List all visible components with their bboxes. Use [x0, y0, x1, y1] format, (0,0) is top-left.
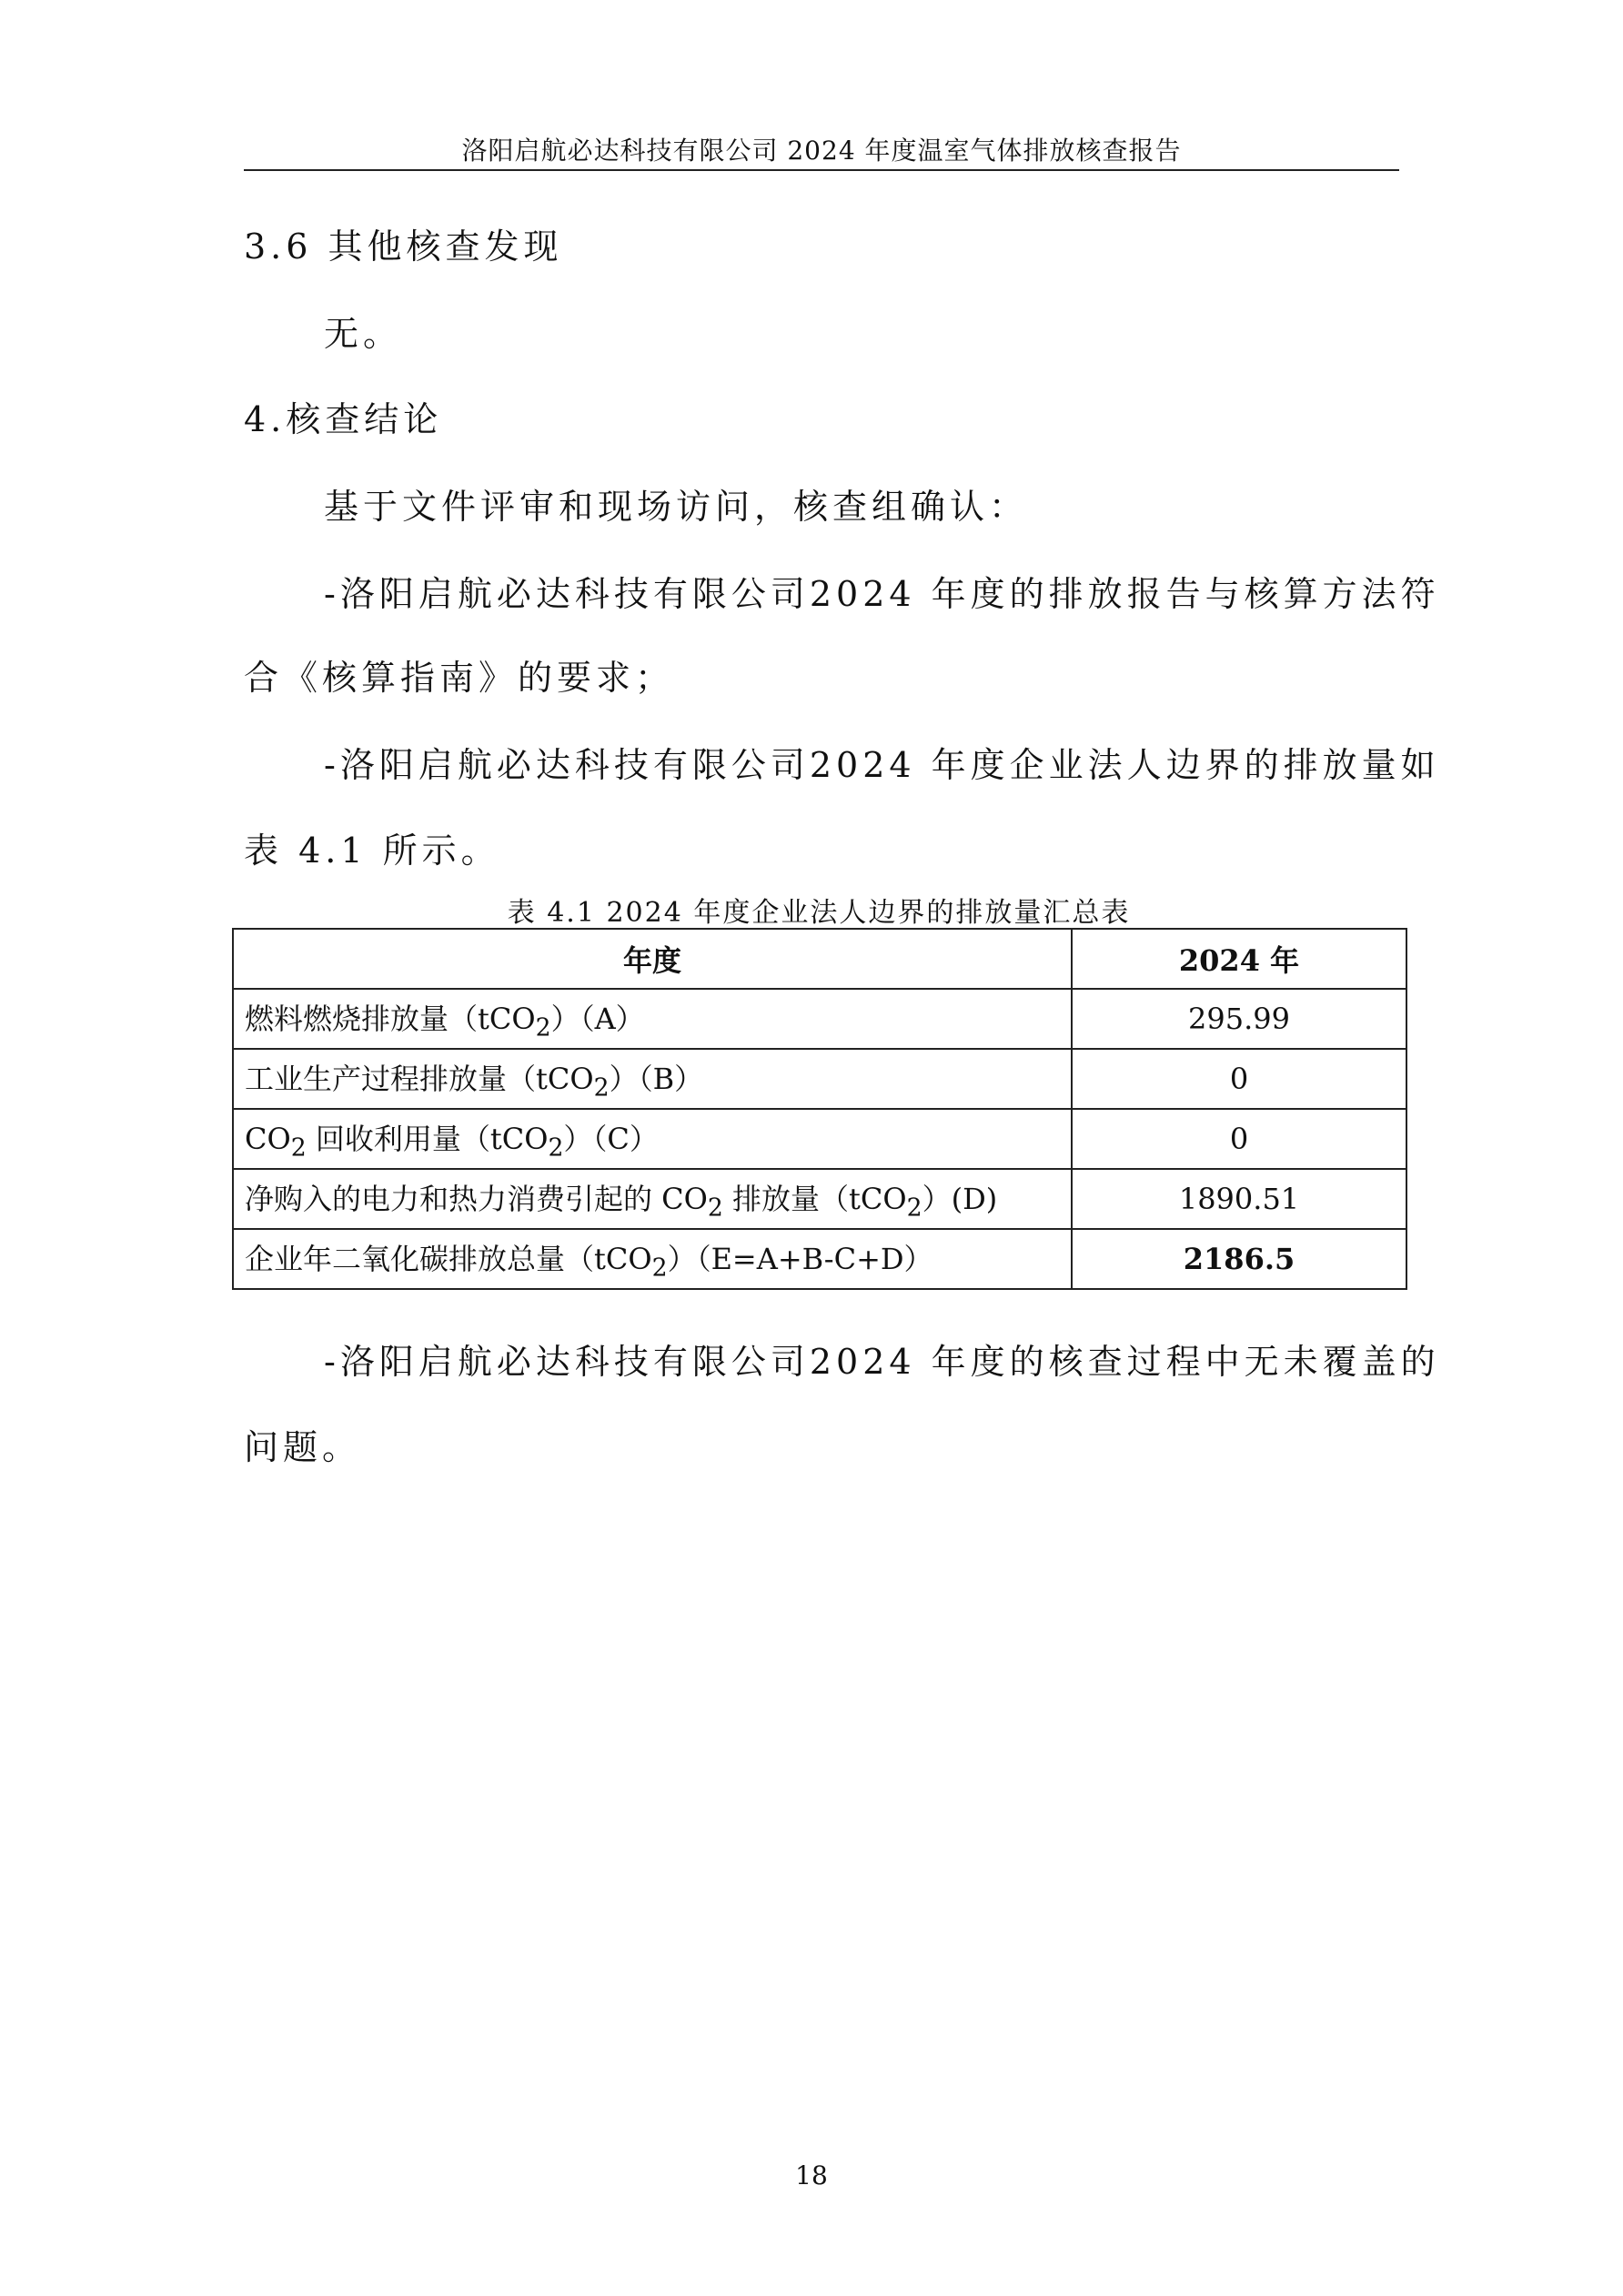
table-row-total — [233, 1229, 1406, 1289]
table-caption: 表 4.1 2024 年度企业法人边界的排放量汇总表 — [507, 897, 1131, 929]
table-header-row — [233, 929, 1406, 989]
conclusion-bullet-2-cont: 表 4.1 所示。 — [244, 831, 500, 871]
emission-summary-table — [232, 928, 1407, 1290]
row-label: $CO_2$ 回收利用量（tCO$_2$）（C） — [233, 1109, 1072, 1169]
row-value: 0 — [1072, 1049, 1406, 1109]
conclusion-bullet-1: -洛阳启航必达科技有限公司2024 年度的排放报告与核算方法符 — [324, 574, 1440, 614]
running-header: 洛阳启航必达科技有限公司 2024 年度温室气体排放核查报告 — [461, 136, 1182, 166]
conclusion-intro: 基于文件评审和现场访问，核查组确认： — [324, 487, 1029, 527]
table-row — [233, 1109, 1406, 1169]
table-row — [233, 1169, 1406, 1229]
table-row — [233, 989, 1406, 1049]
row-value: 295.99 — [1072, 989, 1406, 1049]
row-label: 工业生产过程排放量（tCO$_2$）（B） — [233, 1049, 1072, 1109]
row-label: 企业年二氧化碳排放总量（tCO$_2$）（E=A+B-C+D） — [233, 1229, 1072, 1289]
conclusion-bullet-3-cont: 问题。 — [244, 1427, 362, 1467]
conclusion-bullet-1-cont: 合《核算指南》的要求； — [244, 658, 675, 698]
section-heading-3-6: 3.6 其他核查发现 — [244, 227, 563, 267]
section-3-6-body: 无。 — [324, 314, 403, 354]
page-number: 18 — [795, 2160, 828, 2190]
row-label: 净购入的电力和热力消费引起的 $CO_2$ 排放量（tCO$_2$）(D) — [233, 1169, 1072, 1229]
row-value: 1890.51 — [1072, 1169, 1406, 1229]
header-rule — [244, 169, 1399, 171]
header-year-label: 年度 — [233, 929, 1072, 989]
row-value-total: 2186.5 — [1072, 1229, 1406, 1289]
table-row — [233, 1049, 1406, 1109]
conclusion-bullet-2: -洛阳启航必达科技有限公司2024 年度企业法人边界的排放量如 — [324, 745, 1440, 785]
conclusion-bullet-3: -洛阳启航必达科技有限公司2024 年度的核查过程中无未覆盖的 — [324, 1342, 1440, 1382]
row-label: 燃料燃烧排放量（tCO$_2$）（A） — [233, 989, 1072, 1049]
section-heading-4: 4.核查结论 — [244, 399, 443, 439]
header-year-value: 2024 年 — [1072, 929, 1406, 989]
row-value: 0 — [1072, 1109, 1406, 1169]
